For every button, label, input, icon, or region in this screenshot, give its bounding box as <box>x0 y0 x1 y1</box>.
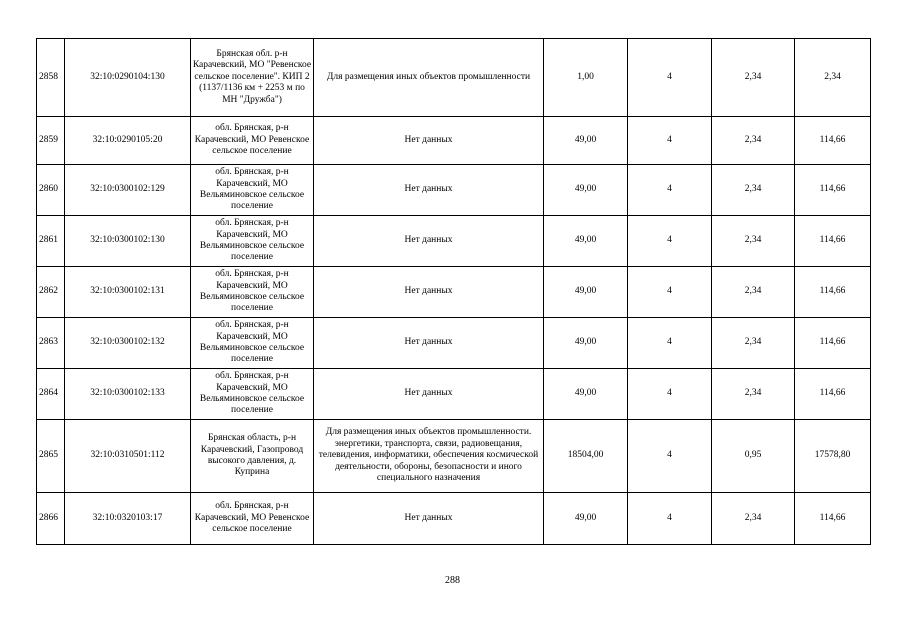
category-code: 4 <box>628 39 712 117</box>
plot-address: обл. Брянская, р-н Карачевский, МО Ревенское сельское поселение <box>191 493 314 545</box>
tax-rate: 2,34 <box>712 39 795 117</box>
table-row <box>37 267 871 318</box>
land-plots-table <box>36 38 871 545</box>
plot-area: 49,00 <box>544 216 628 267</box>
cadastral-number: 32:10:0300102:130 <box>65 216 191 267</box>
permitted-use: Для размещения иных объектов промышленности <box>314 39 544 117</box>
row-number: 2866 <box>37 493 65 545</box>
row-number: 2865 <box>37 420 65 493</box>
tax-rate: 2,34 <box>712 117 795 165</box>
tax-rate: 2,34 <box>712 216 795 267</box>
cadastral-number: 32:10:0320103:17 <box>65 493 191 545</box>
plot-area: 49,00 <box>544 165 628 216</box>
plot-area: 49,00 <box>544 493 628 545</box>
plot-area: 49,00 <box>544 117 628 165</box>
tax-rate: 2,34 <box>712 318 795 369</box>
row-number: 2864 <box>37 369 65 420</box>
table-row <box>37 165 871 216</box>
total-value: 2,34 <box>795 39 871 117</box>
permitted-use: Нет данных <box>314 493 544 545</box>
cadastral-number: 32:10:0290105:20 <box>65 117 191 165</box>
permitted-use: Нет данных <box>314 267 544 318</box>
table-row <box>37 318 871 369</box>
category-code: 4 <box>628 165 712 216</box>
plot-address: Брянская обл. р-н Карачевский, МО "Ревенское сельское поселение". КИП 2 (1137/1136 км + 2253 м по МН "Дружба") <box>191 39 314 117</box>
plot-address: Брянская область, р-н Карачевский, Газопровод высокого давления, д. Куприна <box>191 420 314 493</box>
tax-rate: 2,34 <box>712 165 795 216</box>
table-row <box>37 39 871 117</box>
category-code: 4 <box>628 493 712 545</box>
total-value: 17578,80 <box>795 420 871 493</box>
total-value: 114,66 <box>795 493 871 545</box>
plot-address: обл. Брянская, р-н Карачевский, МО Ревенское сельское поселение <box>191 117 314 165</box>
table-row <box>37 117 871 165</box>
total-value: 114,66 <box>795 267 871 318</box>
plot-address: обл. Брянская, р-н Карачевский, МО Вельяминовское сельское поселение <box>191 216 314 267</box>
cadastral-number: 32:10:0300102:133 <box>65 369 191 420</box>
category-code: 4 <box>628 117 712 165</box>
total-value: 114,66 <box>795 117 871 165</box>
table-row <box>37 216 871 267</box>
plot-address: обл. Брянская, р-н Карачевский, МО Вельяминовское сельское поселение <box>191 318 314 369</box>
table-body <box>37 39 871 545</box>
plot-area: 49,00 <box>544 318 628 369</box>
row-number: 2862 <box>37 267 65 318</box>
total-value: 114,66 <box>795 369 871 420</box>
tax-rate: 0,95 <box>712 420 795 493</box>
cadastral-number: 32:10:0300102:129 <box>65 165 191 216</box>
category-code: 4 <box>628 369 712 420</box>
tax-rate: 2,34 <box>712 267 795 318</box>
category-code: 4 <box>628 420 712 493</box>
permitted-use: Нет данных <box>314 117 544 165</box>
cadastral-number: 32:10:0300102:132 <box>65 318 191 369</box>
plot-address: обл. Брянская, р-н Карачевский, МО Вельяминовское сельское поселение <box>191 267 314 318</box>
plot-address: обл. Брянская, р-н Карачевский, МО Вельяминовское сельское поселение <box>191 165 314 216</box>
plot-area: 18504,00 <box>544 420 628 493</box>
row-number: 2859 <box>37 117 65 165</box>
page-number: 288 <box>445 575 460 586</box>
table-row <box>37 493 871 545</box>
cadastral-number: 32:10:0290104:130 <box>65 39 191 117</box>
permitted-use: Нет данных <box>314 318 544 369</box>
plot-area: 1,00 <box>544 39 628 117</box>
plot-area: 49,00 <box>544 267 628 318</box>
row-number: 2860 <box>37 165 65 216</box>
total-value: 114,66 <box>795 165 871 216</box>
tax-rate: 2,34 <box>712 369 795 420</box>
permitted-use: Нет данных <box>314 216 544 267</box>
category-code: 4 <box>628 318 712 369</box>
permitted-use: Нет данных <box>314 369 544 420</box>
row-number: 2858 <box>37 39 65 117</box>
category-code: 4 <box>628 216 712 267</box>
table-row <box>37 420 871 493</box>
table-row <box>37 369 871 420</box>
row-number: 2861 <box>37 216 65 267</box>
category-code: 4 <box>628 267 712 318</box>
cadastral-number: 32:10:0310501:112 <box>65 420 191 493</box>
total-value: 114,66 <box>795 216 871 267</box>
row-number: 2863 <box>37 318 65 369</box>
tax-rate: 2,34 <box>712 493 795 545</box>
plot-address: обл. Брянская, р-н Карачевский, МО Вельяминовское сельское поселение <box>191 369 314 420</box>
plot-area: 49,00 <box>544 369 628 420</box>
cadastral-number: 32:10:0300102:131 <box>65 267 191 318</box>
permitted-use: Нет данных <box>314 165 544 216</box>
permitted-use: Для размещения иных объектов промышленности. энергетики, транспорта, связи, радиовещания, телевидения, информатики, обеспечения космической деятельности, обороны, безопасности и иного специального назначения <box>314 420 544 493</box>
total-value: 114,66 <box>795 318 871 369</box>
